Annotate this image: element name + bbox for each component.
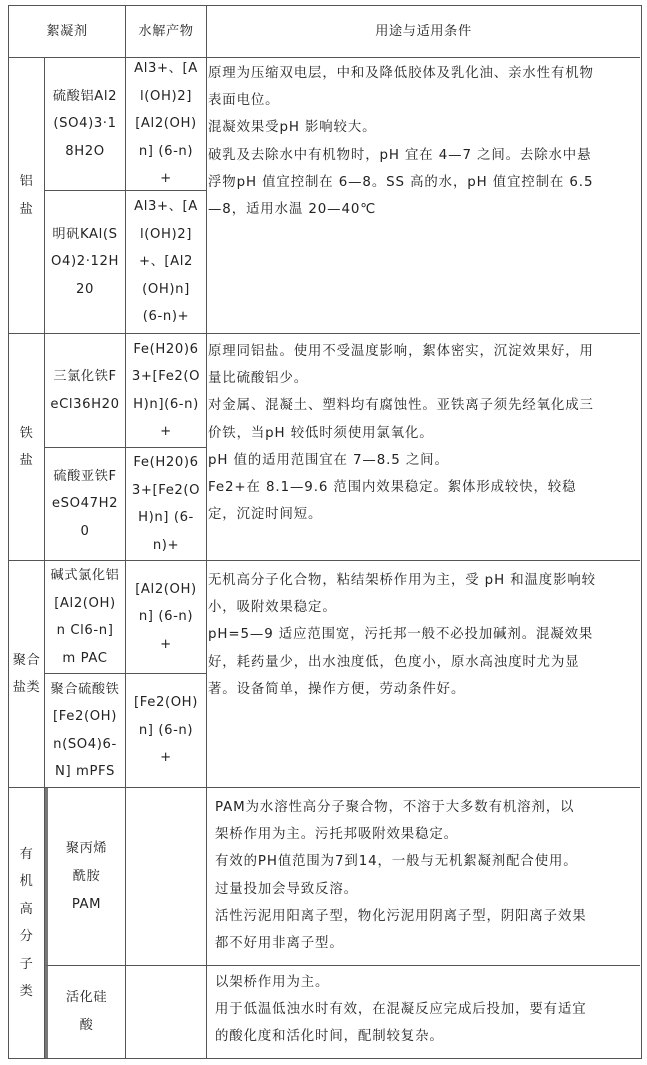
name-line: 明矾KAl(S — [52, 226, 118, 242]
product-line: l(OH)2] — [140, 88, 192, 104]
product-line: H)n](6-n) — [133, 396, 199, 412]
usage-line: 无机高分子化合物，粘结架桥作用为主，受 pH 和温度影响较 — [208, 573, 596, 588]
usage-line: pH 值的适用范围宜在 7—8.5 之间。 — [208, 452, 449, 468]
usage-line: 量比硫酸铝少。 — [208, 371, 309, 387]
product-line: + — [160, 171, 172, 187]
category-line: 铁 — [19, 425, 34, 441]
usage-line: 浮物pH 值宜控制在 6—8。SS 高的水，pH 值宜控制在 6.5 — [208, 174, 594, 190]
usage-line: 用于低温低浊水时有效，在混凝反应完成后投加，要有适宜 — [215, 1002, 587, 1018]
name-line: 酸 — [79, 1018, 94, 1033]
product-line: Al3+、[A — [134, 61, 198, 77]
hydrolysis-product-pfs — [126, 674, 207, 788]
name-line: [Al2(OH) — [54, 595, 116, 611]
usage-line: 混凝效果受pH 影响较大。 — [208, 120, 377, 136]
category-polymer-salt — [9, 561, 45, 788]
flocculant-name-activated-silicic-acid — [45, 966, 126, 1058]
usage-line: 著。设备简单，操作方便，劳动条件好。 — [208, 681, 466, 697]
flocculant-name-alum — [45, 191, 126, 334]
flocculant-table — [8, 5, 642, 1059]
name-line: O4)2·12H — [51, 254, 119, 270]
usage-line: 小，吸附效果稳定。 — [208, 600, 337, 616]
hydrolysis-product-ferric-chloride — [126, 334, 207, 448]
usage-line: PAM为水溶性高分子聚合物，不溶于大多数有机溶剂，以 — [215, 800, 575, 815]
product-line: + — [160, 636, 172, 652]
product-line: n)+ — [152, 537, 180, 553]
usage-line: 好，耗药量少，出水浊度低，色度小，原水高浊度时尤为显 — [208, 654, 580, 670]
usage-line: 价铁，当pH 较低时须使用氯氧化。 — [208, 425, 434, 441]
category-line: 高 — [19, 901, 34, 917]
usage-line: 破乳及去除水中有机物时，pH 宜在 4—7 之间。去除水中悬 — [208, 147, 592, 163]
category-line: 盐 — [19, 201, 34, 217]
product-line: n] (6-n) — [138, 722, 194, 738]
product-line: [Al2(OH) — [135, 116, 197, 132]
name-line: m PAC — [62, 650, 108, 666]
usage-line: pH=5—9 适应范围宽，污托邦一般不必投加碱剂。混凝效果 — [208, 627, 594, 643]
name-line: PAM — [71, 896, 102, 912]
usage-aluminum-salt — [207, 58, 640, 334]
product-line: + — [160, 424, 172, 439]
name-line: [Fe2(OH) — [53, 709, 117, 724]
category-line: 有 — [19, 846, 34, 862]
header-usage — [207, 6, 640, 58]
flocculant-name-pfs — [45, 674, 126, 788]
header-hydrolysis-label: 水解产物 — [138, 23, 194, 39]
name-line: 碱式氯化铝 — [50, 568, 120, 583]
product-line: [Al2(OH) — [135, 581, 197, 597]
usage-line: 定，沉淀时间短。 — [208, 507, 323, 523]
flocculant-name-pac — [45, 561, 126, 674]
name-line: N] mPFS — [55, 764, 115, 779]
category-organic-polymer — [9, 788, 45, 1058]
name-line: eSO47H2 — [51, 496, 119, 512]
usage-line: Fe2+在 8.1—9.6 范围内效果稳定。絮体形成较快，较稳 — [208, 480, 577, 496]
usage-line: 活性污泥用阳离子型，物化污泥用阴离子型，阴阳离子效果 — [215, 908, 587, 924]
category-line: 机 — [19, 874, 34, 889]
name-line: (SO4)3·1 — [53, 116, 117, 132]
usage-iron-salt — [207, 334, 640, 561]
usage-line: 有效的PH值范围为7到14，一般与无机絮凝剂配合使用。 — [215, 854, 578, 870]
category-line: 类 — [19, 984, 34, 999]
flocculant-name-ferric-chloride — [45, 334, 126, 448]
category-line: 盐类 — [12, 680, 41, 695]
product-line: l(OH)2] — [140, 226, 192, 242]
header-hydrolysis-product — [126, 6, 207, 58]
name-line: 活化硅 — [65, 990, 108, 1005]
usage-line: 都不好用非离子型。 — [215, 936, 344, 952]
name-line: 硫酸铝Al2 — [52, 88, 118, 104]
usage-line: 架桥作用为主。污托邦吸附效果稳定。 — [215, 827, 458, 843]
hydrolysis-product-aluminum-sulfate — [126, 58, 207, 191]
usage-line: 原理同铝盐。使用不受温度影响，絮体密实，沉淀效果好，用 — [208, 344, 594, 359]
product-line: 3+[Fe2(O — [131, 369, 201, 384]
name-line: 20 — [76, 281, 94, 297]
product-line: Al3+、[A — [134, 199, 198, 215]
product-line: H)n] (6- — [138, 510, 194, 525]
hydrolysis-product-pam-empty — [126, 788, 207, 966]
name-line: eCl36H20 — [50, 396, 120, 412]
usage-activated-silicic-acid — [207, 966, 640, 1058]
usage-line: 以架桥作用为主。 — [215, 975, 330, 990]
product-line: Fe(H20)6 — [133, 341, 199, 357]
header-usage-label: 用途与适用条件 — [375, 23, 472, 39]
category-line: 分 — [19, 929, 34, 944]
product-line: n] (6-n) — [138, 609, 194, 625]
name-line: 三氯化铁F — [53, 369, 117, 384]
product-line: + — [160, 750, 172, 766]
category-line: 铝 — [19, 174, 34, 189]
usage-line: 表面电位。 — [208, 93, 280, 109]
name-line: n Cl6-n] — [56, 623, 114, 638]
name-line: 硫酸亚铁F — [53, 468, 117, 484]
usage-line: 原理为压缩双电层，中和及降低胶体及乳化油、亲水性有机物 — [208, 66, 594, 81]
header-flocculant-label: 絮凝剂 — [46, 23, 88, 39]
usage-line: 的酸化度和活化时间，配制较复杂。 — [215, 1029, 444, 1045]
usage-pam — [207, 788, 640, 966]
flocculant-name-ferrous-sulfate — [45, 448, 126, 561]
product-line: 3+[Fe2(O — [131, 482, 201, 498]
name-line: n(SO4)6- — [53, 736, 117, 752]
name-line: 酰胺 — [72, 868, 101, 884]
name-line: 0 — [80, 523, 90, 539]
flocculant-name-aluminum-sulfate — [45, 58, 126, 191]
category-iron-salt — [9, 334, 45, 561]
product-line: [Fe2(OH) — [134, 695, 198, 711]
flocculant-name-pam — [45, 788, 126, 966]
product-line: +、[Al2 — [138, 254, 194, 270]
usage-line: 对金属、混凝土、塑料均有腐蚀性。亚铁离子须先经氧化成三 — [208, 398, 594, 414]
usage-line: 过量投加会导致反溶。 — [215, 881, 358, 897]
product-line: n] (6-n) — [138, 143, 194, 159]
product-line: (6-n)+ — [142, 309, 190, 325]
header-flocculant — [9, 6, 126, 58]
hydrolysis-product-alum — [126, 191, 207, 334]
category-line: 子 — [19, 956, 34, 972]
category-line: 聚合 — [12, 652, 41, 668]
hydrolysis-product-pac — [126, 561, 207, 674]
name-line: 8H2O — [65, 143, 105, 159]
category-line: 盐 — [19, 453, 34, 468]
hydrolysis-product-ferrous-sulfate — [126, 448, 207, 561]
hydrolysis-product-silicic-acid-empty — [126, 966, 207, 1058]
name-line: 聚合硫酸铁 — [50, 681, 120, 697]
usage-line: —8，适用水温 20—40℃ — [208, 202, 377, 218]
name-line: 聚丙烯 — [65, 840, 108, 856]
usage-polymer-salt — [207, 561, 640, 788]
product-line: (OH)n] — [142, 281, 190, 297]
product-line: Fe(H20)6 — [133, 455, 199, 470]
category-aluminum-salt — [9, 58, 45, 334]
